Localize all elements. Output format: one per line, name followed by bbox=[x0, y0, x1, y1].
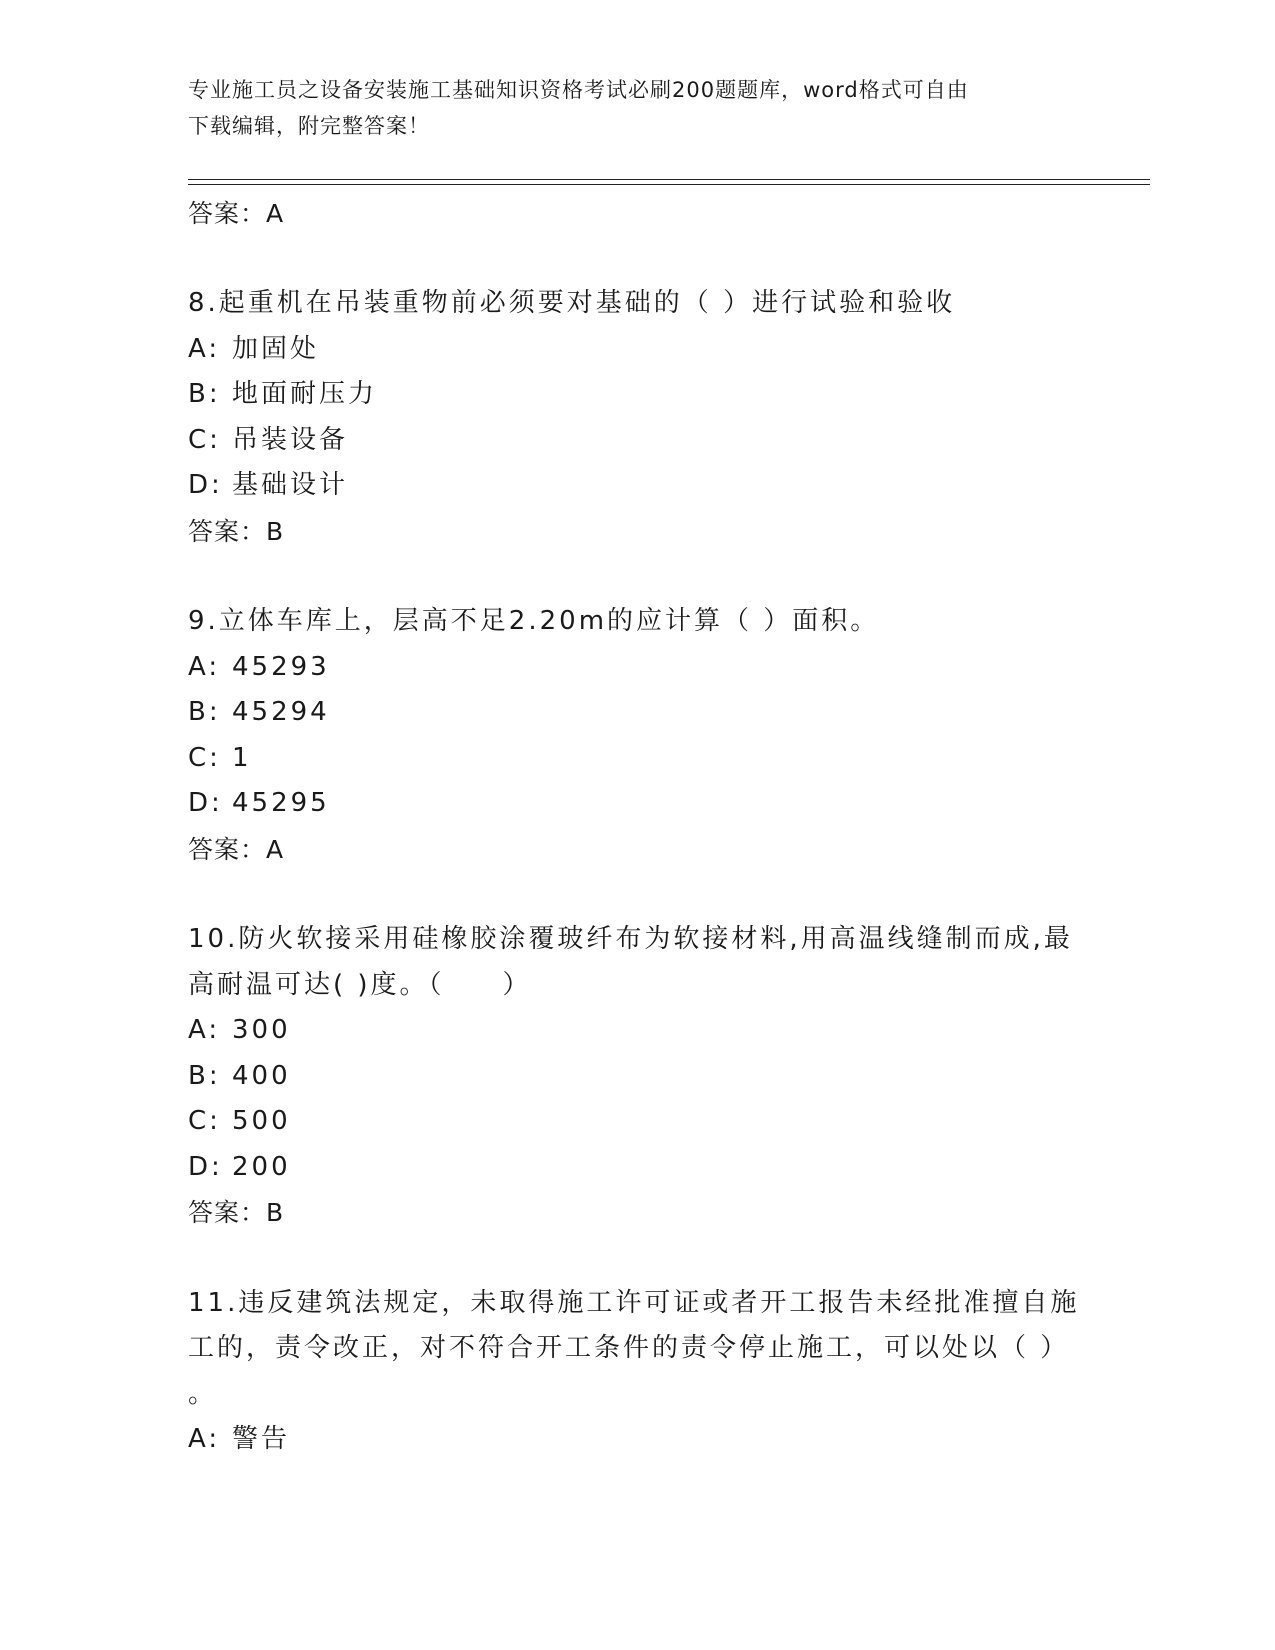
option-text: 400 bbox=[232, 1060, 291, 1091]
option-d bbox=[188, 1145, 1088, 1191]
question-text: 8.起重机在吊装重物前必须要对基础的（ ）进行试验和验收 bbox=[188, 288, 956, 318]
spacer bbox=[188, 1236, 1088, 1281]
option-label: B: bbox=[188, 379, 221, 409]
option-b bbox=[188, 1054, 1088, 1100]
header-divider-top bbox=[188, 179, 1150, 180]
option-text: 地面耐压力 bbox=[232, 379, 378, 409]
option-d bbox=[188, 463, 1088, 509]
option-b bbox=[188, 690, 1088, 736]
option-a bbox=[188, 645, 1088, 691]
question-text-line-2: 高耐温可达( )度。（ ） bbox=[188, 969, 532, 1000]
option-text: 加固处 bbox=[232, 333, 320, 364]
option-text: 吊装设备 bbox=[232, 424, 349, 455]
answer-label: 答案：B bbox=[188, 516, 285, 546]
option-text: 基础设计 bbox=[232, 470, 349, 500]
option-label: D: bbox=[188, 1151, 223, 1182]
option-d bbox=[188, 781, 1088, 827]
option-a bbox=[188, 1417, 1088, 1463]
question-11 bbox=[188, 1281, 1088, 1463]
option-text: 45295 bbox=[232, 788, 330, 818]
question-text-line-2: 工的，责令改正，对不符合开工条件的责令停止施工，可以处以（ ） bbox=[188, 1333, 1070, 1363]
option-text: 500 bbox=[232, 1106, 291, 1136]
question-list bbox=[188, 191, 1088, 1463]
header-line-1: 专业施工员之设备安装施工基础知识资格考试必刷200题题库，word格式可自由 bbox=[188, 78, 969, 102]
option-a bbox=[188, 1008, 1088, 1054]
option-c bbox=[188, 1099, 1088, 1145]
option-label: C: bbox=[188, 424, 221, 455]
document-header bbox=[188, 72, 1088, 144]
question-text-line-3: 。 bbox=[188, 1378, 218, 1409]
option-label: A: bbox=[188, 1015, 221, 1045]
question-text-line-1: 10.防火软接采用硅橡胶涂覆玻纤布为软接材料,用高温线缝制而成,最 bbox=[188, 924, 1073, 954]
answer-label: 答案：A bbox=[188, 834, 285, 864]
question-text: 9.立体车库上，层高不足2.20m的应计算（ ）面积。 bbox=[188, 606, 880, 636]
option-label: D: bbox=[188, 470, 223, 500]
option-text: 200 bbox=[232, 1151, 291, 1182]
option-text: 45294 bbox=[232, 697, 330, 727]
header-line-2: 下载编辑，附完整答案！ bbox=[188, 114, 430, 138]
option-text: 300 bbox=[232, 1015, 291, 1045]
option-label: C: bbox=[188, 742, 221, 773]
option-text: 警告 bbox=[232, 1424, 291, 1454]
answer-label: 答案：B bbox=[188, 1198, 285, 1227]
spacer bbox=[188, 554, 1088, 599]
question-10 bbox=[188, 917, 1088, 1236]
option-c bbox=[188, 736, 1088, 782]
option-c bbox=[188, 418, 1088, 464]
question-9 bbox=[188, 599, 1088, 872]
option-text: 1 bbox=[232, 742, 252, 773]
option-b bbox=[188, 372, 1088, 418]
spacer bbox=[188, 236, 1088, 281]
option-text: 45293 bbox=[232, 651, 330, 682]
spacer bbox=[188, 872, 1088, 917]
option-label: C: bbox=[188, 1106, 221, 1136]
option-label: B: bbox=[188, 697, 221, 727]
option-label: B: bbox=[188, 1060, 221, 1091]
option-label: D: bbox=[188, 788, 223, 818]
option-label: A: bbox=[188, 333, 221, 364]
option-label: A: bbox=[188, 651, 221, 682]
option-label: A: bbox=[188, 1424, 221, 1454]
question-8 bbox=[188, 281, 1088, 554]
option-a bbox=[188, 327, 1088, 373]
answer-label: 答案：A bbox=[188, 199, 285, 228]
header-divider-bottom bbox=[188, 184, 1150, 185]
question-text-line-1: 11.违反建筑法规定，未取得施工许可证或者开工报告未经批准擅自施 bbox=[188, 1287, 1080, 1318]
